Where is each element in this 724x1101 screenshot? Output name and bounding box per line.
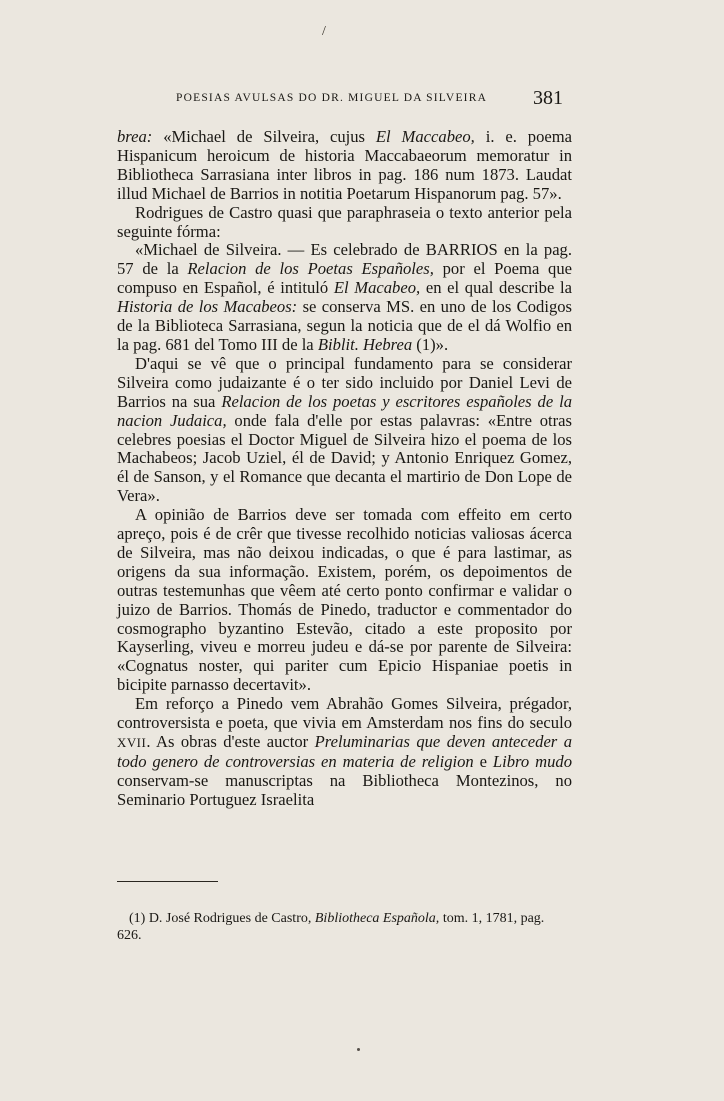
text-run: «Michael de Silveira. — Es celebrado de BARRIOS en la pag. 57 de la [117,240,572,279]
footnote [117,910,572,944]
text-run: onde fala d'elle por estas palavras: «Entre otras celebres poesias el Doctor Miguel de Silveira hizo el poema de los Machabeos; Jacob Uziel, él de David; y Antonio Enriquez Gomez, él de Sanson, y el Romance que decanta el martirio de Don Lope de Vera». [117,410,572,506]
running-head-title: POESIAS AVULSAS DO DR. MIGUEL DA SILVEIRA [176,92,488,104]
italic-text: Preluminarias que deven anteceder a todo genero de controversias en materia de religion [117,732,572,771]
italic-text: brea: [117,127,153,146]
paragraph [117,241,572,354]
bottom-ink-dot [357,1048,360,1051]
text-run: (1)». [412,334,449,354]
text-run: i. e. poema Hispanicum heroicum de historia Maccabaeorum memoratur in Bibliotheca Sarrasiana inter libros in pag. 186 num 1873. Laudat illud Michael de Barrios in notitia Poetarum Hispanorum pag. 57». [117,127,573,203]
footnote-divider [117,881,218,882]
text-run: en el qual describe la [420,278,572,298]
text-run: tom. 1, 1781, pag. 626. [117,911,545,943]
text-run: e [473,751,493,771]
italic-text: El Maccabeo, [375,127,475,146]
italic-text: Relacion de los poetas y escritores españoles de la nacion Judaica, [117,391,572,430]
text-run: (1) D. José Rodrigues de Castro, [129,911,315,926]
italic-text: Bibliotheca Española, [314,911,440,926]
page-number: 381 [533,87,563,109]
italic-text: Libro mudo [492,751,572,771]
footnote-text [117,910,572,944]
text-run: por el Poema que compuso en Español, é intituló [117,259,573,298]
text-run: Em reforço a Pinedo vem Abrahão Gomes Silveira, prégador, controversista e poeta, que vivia em Amsterdam nos fins do seculo [117,694,572,733]
text-run: se conserva MS. en uno de los Codigos de la Biblioteca Sarrasiana, segun la noticia que de el dá Wolfio en la pag. 681 del Tomo III de la [117,297,573,354]
italic-text: Historia de los Macabeos: [117,297,298,317]
text-run: A opinião de Barrios deve ser tomada com effeito em certo apreço, pois é de crêr que tivesse recolhido noticias valiosas ácerca de Silveira, mas não deixou indicadas, o que é para lastimar, as origens da sua informação. Existem, porém, os depoimentos de outras testemunhas que vêem até certo ponto confirmar e validar o juizo de Barrios. Thomás de Pinedo, traductor e commentador do cosmographo byzantino Estevão, citado a este proposito por Kayserling, viveu e morreu judeu e dá-se por parente de Silveira: «Cognatus noster, qui pariter cum Epicio Hispaniae poetis in bicipite parnasso decertavit». [117,505,572,695]
text-run: D'aqui se vê que o principal fundamento para se considerar Silveira como judaizante é o ter sido incluido por Daniel Levi de Barrios na sua [117,353,572,411]
paragraph [117,695,572,809]
italic-text: Relacion de los Poetas Españoles, [187,259,434,279]
small-caps-text: XVII [117,735,147,750]
paragraph [117,506,572,695]
text-run: conservam-se manuscriptas na Bibliotheca Montezinos, no Seminario Portuguez Israelita [117,770,572,809]
paragraph [117,204,572,242]
main-text [117,128,572,810]
text-run: . As obras d'este auctor [146,732,315,751]
paragraph [117,128,572,204]
paragraph [117,355,572,506]
text-run: Rodrigues de Castro quasi que paraphraseia o texto anterior pela seguinte fórma: [117,202,572,241]
top-ink-mark: / [322,24,326,39]
italic-text: Biblit. Hebrea [317,334,413,354]
italic-text: El Macabeo, [333,278,421,298]
text-run: «Michael de Silveira, cujus [152,127,376,146]
